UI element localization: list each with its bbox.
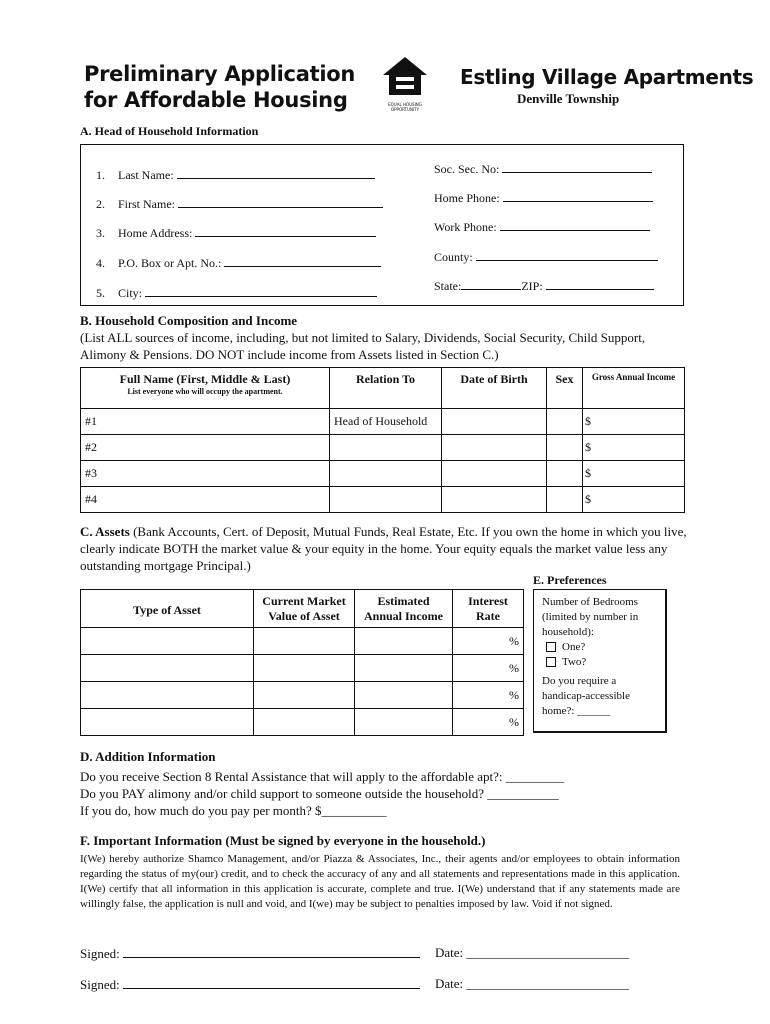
handicap-line3[interactable]: home?: ______	[542, 705, 611, 717]
table-row	[81, 487, 685, 513]
asset-type-cell[interactable]	[81, 709, 254, 736]
row-num: #2	[81, 435, 330, 461]
field-num: 3.	[96, 226, 105, 240]
relation-cell[interactable]: Head of Household	[330, 409, 442, 435]
table-row	[81, 435, 685, 461]
table-row	[81, 461, 685, 487]
asset-type-cell[interactable]	[81, 682, 254, 709]
two-checkbox[interactable]	[546, 657, 556, 667]
house-icon	[380, 55, 430, 97]
form-title-line1: Preliminary Application	[84, 62, 355, 86]
ssn-field[interactable]	[434, 160, 652, 177]
signed-label: Signed:	[80, 977, 120, 992]
section-f-heading: F. Important Information (Must be signed by everyone in the household.)	[80, 833, 486, 848]
field-label: Soc. Sec. No:	[434, 162, 500, 176]
signature-field-1[interactable]	[80, 945, 420, 962]
form-title-line2: for Affordable Housing	[84, 88, 348, 112]
field-label: County:	[434, 250, 473, 264]
assets-table	[80, 589, 524, 736]
col-interest-rate: Interest Rate	[453, 590, 524, 628]
rate-cell[interactable]: %	[453, 709, 524, 736]
monthly-amount-question[interactable]: If you do, how much do you pay per month? $__________	[80, 803, 387, 818]
sex-cell[interactable]	[547, 435, 583, 461]
income-cell[interactable]: $	[583, 487, 685, 513]
field-label: P.O. Box or Apt. No.:	[118, 256, 222, 270]
home-phone-field[interactable]	[434, 189, 653, 206]
signed-label: Signed:	[80, 946, 120, 961]
table-row	[81, 409, 685, 435]
income-cell[interactable]: $	[583, 409, 685, 435]
col-dob: Date of Birth	[442, 368, 547, 409]
field-label: First Name:	[118, 197, 175, 211]
last-name-field[interactable]	[96, 166, 375, 183]
table-row	[81, 628, 524, 655]
bedrooms-line2: (limited by number in	[542, 611, 639, 623]
option-one[interactable]: One?	[542, 640, 665, 655]
alimony-question[interactable]: Do you PAY alimony and/or child support to someone outside the household? ___________	[80, 786, 559, 801]
asset-type-cell[interactable]	[81, 655, 254, 682]
date-field-1[interactable]: Date: _________________________	[435, 945, 629, 960]
relation-cell[interactable]	[330, 487, 442, 513]
table-row	[81, 682, 524, 709]
date-field-2[interactable]: Date: _________________________	[435, 976, 629, 991]
rate-cell[interactable]: %	[453, 655, 524, 682]
zip-label: ZIP:	[521, 279, 543, 293]
table-row	[81, 655, 524, 682]
section-b-intro	[80, 312, 690, 363]
field-num: 1.	[96, 168, 105, 182]
row-num: #4	[81, 487, 330, 513]
section-b-heading: B. Household Composition and Income	[80, 313, 298, 328]
handicap-line2: handicap-accessible	[542, 690, 630, 702]
signature-field-2[interactable]	[80, 976, 420, 993]
po-box-field[interactable]	[96, 254, 381, 271]
annual-income-cell[interactable]	[355, 709, 453, 736]
col-full-name: Full Name (First, Middle & Last) List everyone who will occupy the apartment.	[81, 368, 330, 409]
household-table	[80, 367, 685, 513]
annual-income-cell[interactable]	[355, 682, 453, 709]
income-cell[interactable]: $	[583, 435, 685, 461]
row-num: #3	[81, 461, 330, 487]
dob-cell[interactable]	[442, 409, 547, 435]
market-value-cell[interactable]	[254, 709, 355, 736]
field-label: City:	[118, 286, 143, 300]
org-name: Estling Village Apartments	[460, 65, 754, 89]
section-f-body: I(We) hereby authorize Shamco Management, and/or Piazza & Associates, Inc., their agents and/or employees to obtain information regarding the status of my(our) credit, and to check the accuracy of any and all statements and representations made in this application. I(We) certify that all information in this application is accurate, complete and true. I(We) understand that if any statements made are willingly false, the application is null and void, and I(we) may be subject to penalties imposed by law. Void if not signed.	[80, 853, 680, 910]
field-num: 5.	[96, 286, 105, 300]
asset-type-cell[interactable]	[81, 628, 254, 655]
field-num: 4.	[96, 256, 105, 270]
state-label: State:	[434, 279, 462, 293]
market-value-cell[interactable]	[254, 628, 355, 655]
logo-caption: EQUAL HOUSING OPPORTUNITY	[388, 102, 422, 112]
rate-cell[interactable]: %	[453, 682, 524, 709]
income-cell[interactable]: $	[583, 461, 685, 487]
rate-cell[interactable]: %	[453, 628, 524, 655]
dob-cell[interactable]	[442, 461, 547, 487]
section-b-desc: (List ALL sources of income, including, but not limited to Salary, Dividends, Social Security, Child Support, Alimony & Pensions. DO NOT include income from Assets listed in Section C.)	[80, 330, 646, 362]
section8-question[interactable]: Do you receive Section 8 Rental Assistance that will apply to the affordable apt?: _________	[80, 769, 565, 784]
work-phone-field[interactable]	[434, 218, 650, 235]
county-field[interactable]	[434, 248, 658, 265]
one-checkbox[interactable]	[546, 642, 556, 652]
section-d	[80, 748, 690, 819]
col-market-value: Current Market Value of Asset	[254, 590, 355, 628]
col-asset-type: Type of Asset	[81, 590, 254, 628]
section-d-heading: D. Addition Information	[80, 749, 216, 764]
field-label: Work Phone:	[434, 220, 497, 234]
field-label: Home Address:	[118, 226, 193, 240]
market-value-cell[interactable]	[254, 655, 355, 682]
field-label: Home Phone:	[434, 191, 500, 205]
sex-cell[interactable]	[547, 461, 583, 487]
col-sex: Sex	[547, 368, 583, 409]
first-name-field[interactable]	[96, 195, 383, 212]
section-c-desc: (Bank Accounts, Cert. of Deposit, Mutual Funds, Real Estate, Etc. If you own the home in which you live, clearly indicate BOTH the market value & your equity in the home. Your equity equals the market value less any outstanding mortgage Principal.)	[80, 524, 687, 573]
equal-housing-logo	[380, 55, 430, 112]
dob-cell[interactable]	[442, 435, 547, 461]
city-field[interactable]	[96, 284, 377, 301]
section-e-heading: E. Preferences	[533, 573, 607, 587]
state-zip-field[interactable]	[434, 277, 654, 294]
preferences-box	[533, 589, 667, 733]
table-row	[81, 709, 524, 736]
field-num: 2.	[96, 197, 105, 211]
relation-cell[interactable]	[330, 435, 442, 461]
col-relation: Relation To	[330, 368, 442, 409]
col-full-name-sub: List everyone who will occupy the apartment.	[127, 387, 283, 396]
section-c-intro	[80, 523, 690, 574]
section-a-heading: A. Head of Household Information	[80, 124, 259, 138]
bedrooms-line3: household):	[542, 626, 594, 638]
dob-cell[interactable]	[442, 487, 547, 513]
sex-cell[interactable]	[547, 487, 583, 513]
market-value-cell[interactable]	[254, 682, 355, 709]
bedrooms-line1: Number of Bedrooms	[542, 596, 638, 608]
township: Denville Township	[517, 91, 620, 106]
section-c-heading: C. Assets	[80, 524, 130, 539]
handicap-line1: Do you require a	[542, 675, 617, 687]
col-gross-income: Gross Annual Income	[583, 368, 685, 409]
option-two[interactable]: Two?	[542, 655, 665, 670]
relation-cell[interactable]	[330, 461, 442, 487]
sex-cell[interactable]	[547, 409, 583, 435]
col-annual-income: Estimated Annual Income	[355, 590, 453, 628]
annual-income-cell[interactable]	[355, 628, 453, 655]
annual-income-cell[interactable]	[355, 655, 453, 682]
field-label: Last Name:	[118, 168, 174, 182]
form-title	[84, 61, 355, 113]
row-num: #1	[81, 409, 330, 435]
home-address-field[interactable]	[96, 224, 376, 241]
